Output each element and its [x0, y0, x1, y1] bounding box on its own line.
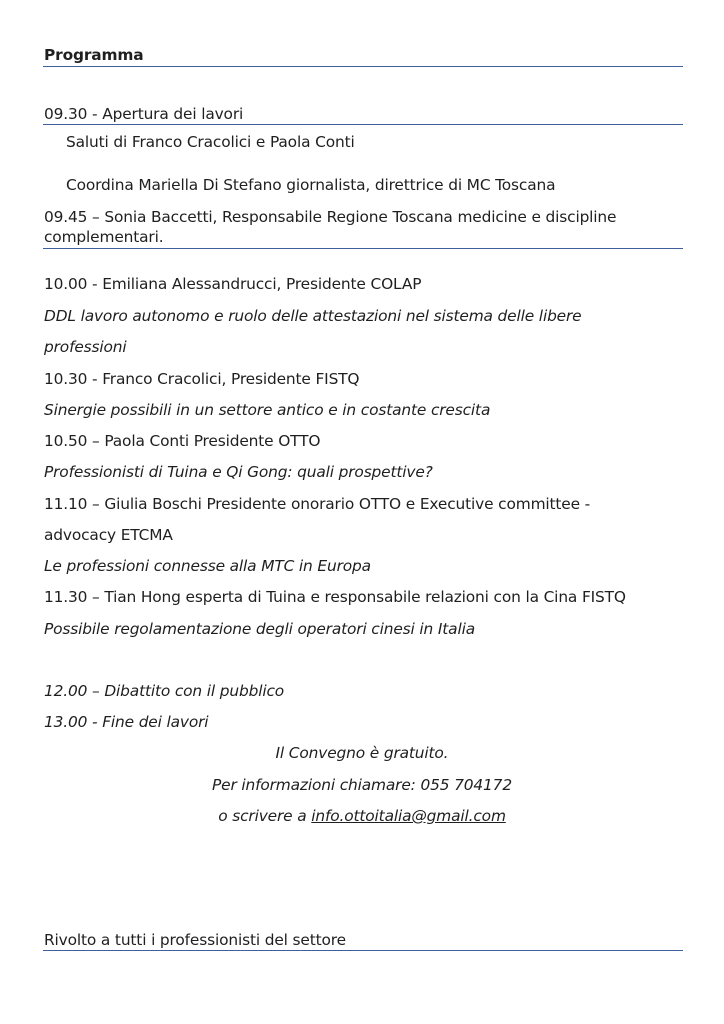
debate-item: 12.00 – Dibattito con il pubblico [44, 682, 285, 700]
talk-speaker: 10.00 - Emiliana Alessandrucci, Presidente COLAP [44, 275, 422, 293]
opening-end-rule [43, 248, 683, 249]
email-info [0, 806, 724, 826]
talk-speaker: 10.30 - Franco Cracolici, Presidente FISTQ [44, 370, 360, 388]
opening-moderator: Coordina Mariella Di Stefano giornalista, direttrice di MC Toscana [66, 176, 556, 194]
talk-speaker-cont: advocacy ETCMA [44, 526, 173, 544]
opening-time-title: 09.30 - Apertura dei lavori [44, 105, 244, 123]
talk-topic: Possibile regolamentazione degli operatori cinesi in Italia [44, 620, 475, 638]
phone-info: Per informazioni chiamare: 055 704172 [212, 776, 512, 794]
talk-topic-cont: professioni [44, 338, 127, 356]
end-item: 13.00 - Fine dei lavori [44, 713, 209, 731]
talk-topic: Professionisti di Tuina e Qi Gong: quali prospettive? [44, 463, 433, 481]
title-rule [43, 66, 683, 67]
opening-greetings: Saluti di Franco Cracolici e Paola Conti [66, 133, 355, 151]
baccetti-line1: 09.45 – Sonia Baccetti, Responsabile Regione Toscana medicine e discipline [44, 208, 617, 226]
talk-speaker: 10.50 – Paola Conti Presidente OTTO [44, 432, 321, 450]
baccetti-line2: complementari. [44, 228, 164, 246]
talk-topic: Le professioni connesse alla MTC in Europa [44, 557, 371, 575]
footer-audience: Rivolto a tutti i professionisti del settore [44, 931, 346, 949]
email-link[interactable]: info.ottoitalia@gmail.com [311, 807, 506, 825]
opening-rule [43, 124, 683, 125]
email-prefix: o scrivere a [218, 807, 312, 825]
footer-rule [43, 950, 683, 951]
talk-topic: DDL lavoro autonomo e ruolo delle attestazioni nel sistema delle libere [44, 307, 582, 325]
talk-topic: Sinergie possibili in un settore antico e in costante crescita [44, 401, 491, 419]
talk-speaker: 11.30 – Tian Hong esperta di Tuina e responsabile relazioni con la Cina FISTQ [44, 588, 626, 606]
page-title: Programma [44, 46, 144, 64]
free-entry-note: Il Convegno è gratuito. [275, 744, 449, 762]
talk-speaker: 11.10 – Giulia Boschi Presidente onorario OTTO e Executive committee - [44, 495, 591, 513]
